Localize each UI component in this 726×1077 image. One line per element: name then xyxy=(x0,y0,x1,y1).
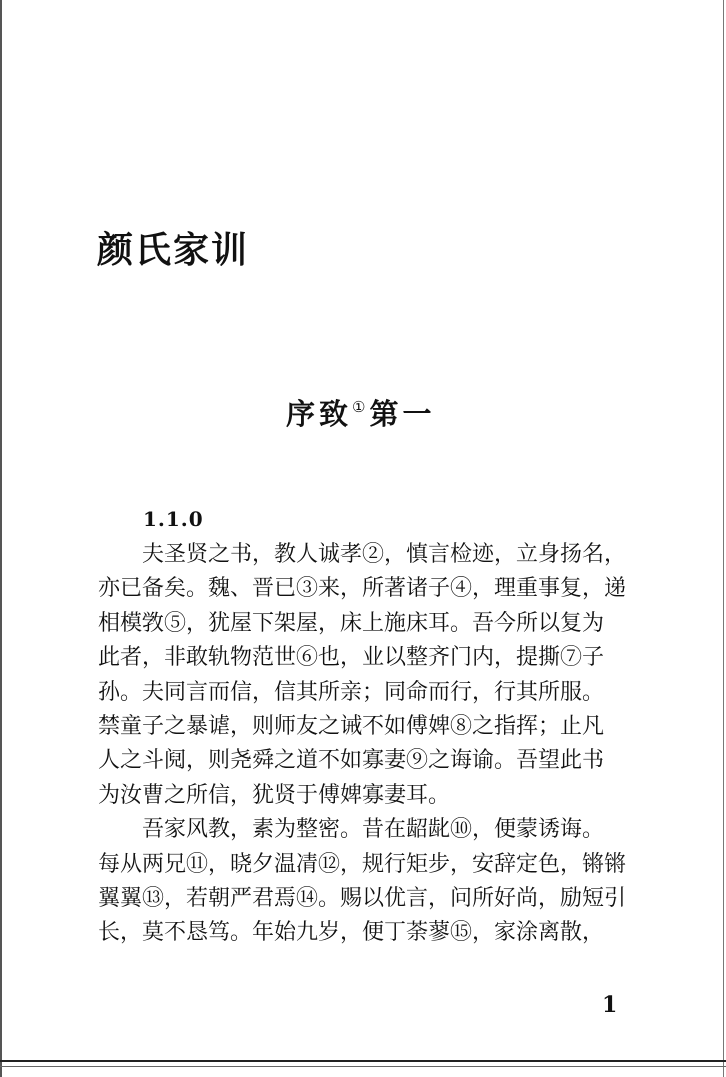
text-line: 亦已备矣。魏、晋已③来，所著诸子④，理重事复，递 xyxy=(98,576,627,602)
text-line: 此者，非敢轨物范世⑥也，业以整齐门内，提撕⑦子 xyxy=(98,645,605,671)
text-line: 夫圣贤之书，教人诚孝②，慎言检迹，立身扬名， xyxy=(142,542,627,567)
paragraph-2 xyxy=(98,813,638,951)
page-number: 1 xyxy=(602,992,618,1018)
paragraph-1 xyxy=(98,538,638,813)
text-line: 孙。夫同言而信，信其所亲；同命而行，行其所服。 xyxy=(98,679,605,705)
body-text xyxy=(98,538,638,951)
bottom-rule xyxy=(0,1060,726,1062)
text-line: 每从两兄⑪，晓夕温凊⑫，规行矩步，安辞定色，锵锵 xyxy=(98,851,627,877)
text-line: 相模敩⑤，犹屋下架屋，床上施床耳。吾今所以复为 xyxy=(98,610,605,636)
left-page-edge xyxy=(0,0,2,1077)
text-line: 人之斗阋，则尧舜之道不如寡妻⑨之诲谕。吾望此书 xyxy=(98,748,605,774)
bottom-rule-thin xyxy=(0,1066,726,1067)
section-number: 1.1.0 xyxy=(143,507,204,531)
text-line: 吾家风教，素为整密。昔在龆龀⑩，便蒙诱诲。 xyxy=(142,817,605,843)
text-line: 长，莫不恳笃。年始九岁，便丁荼蓼⑮，家涂离散， xyxy=(98,920,605,946)
chapter-title-number: 第一 xyxy=(369,397,436,431)
chapter-note-mark: ① xyxy=(352,398,370,416)
text-line: 禁童子之暴谑，则师友之诫不如傅婢⑧之指挥；止凡 xyxy=(98,714,605,740)
right-page-edge xyxy=(723,0,724,1077)
text-line: 翼翼⑬，若朝严君焉⑭。赐以优言，问所好尚，励短引 xyxy=(98,886,627,912)
chapter-title xyxy=(286,392,435,433)
book-title: 颜氏家训 xyxy=(97,229,250,271)
text-line: 为汝曹之所信，犹贤于傅婢寡妻耳。 xyxy=(98,782,451,808)
chapter-title-main: 序致 xyxy=(286,397,353,431)
